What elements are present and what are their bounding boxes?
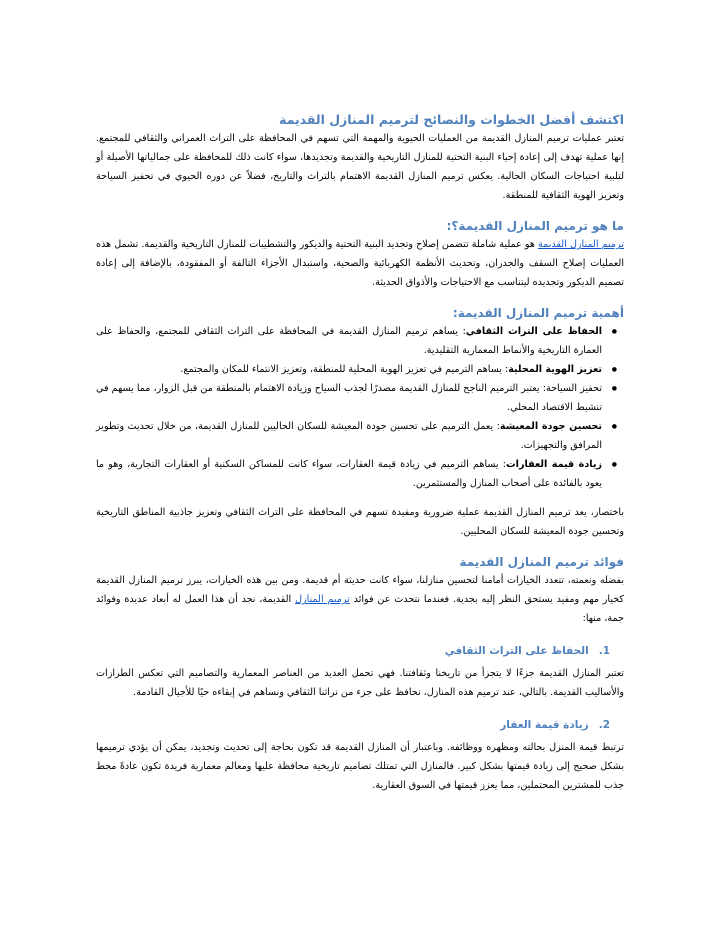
list-item-bold: زيادة قيمة العقارات [506,459,602,470]
list-item-bold: تعزيز الهوية المحلية [508,364,602,375]
importance-list [96,322,624,493]
what-text: هو عملية شاملة تتضمن إصلاح وتجديد البنية التحتية والديكور والتشطيبات للمنازل التاريخية والقديمة. تشمل هذه العمليات إصلاح السقف والجدران، وتحديث الأنظمة الكهربائية والصحية، واستبدال الأجزاء التالفة أو المفقودة، بالإضافة إلى إعادة تصميم الديكور وتجديده ليتناسب مع الاحتياجات والأذواق الحديثة. [96,239,624,288]
benefits-intro-text: بفضله ونعمته، تتعدد الخيارات أمامنا لتحسين منازلنا، سواء كانت حديثة أم قديمة. ومن بين هذه الخيارات، يبرز ترميم المنازل القديمة كخيار مهم ومفيد يستحق النظر إليه بجدية. فعندما نتحدث عن فوائد [96,575,624,605]
list-item-bold: تحسين جودة المعيشة [499,421,602,432]
list-item-text: : يساهم ترميم المنازل القديمة في المحافظة على التراث الثقافي للمجتمع، والحفاظ على العمارة التاريخية والأنماط المعمارية التقليدية. [96,326,602,356]
intro-paragraph: تعتبر عمليات ترميم المنازل القديمة من العمليات الحيوية والمهمة التي تسهم في المحافظة على التراث العمراني والثقافي للمجتمع. إنها عملية تهدف إلى إعادة إحياء البنية التحتية للمنازل التاريخية والقديمة وتجديدها، سواء كانت ذلك للمحافظة على جمالياتها الأصيلة أو لتلبية احتياجات السكان الحالية. يعكس ترميم المنازل القديمة الاهتمام بالتراث والتاريخ، فضلاً عن دوره الحيوي في تحفيز السياحة وتعزيز الهوية الثقافية للمنطقة. [96,133,624,201]
benefit-1-paragraph: تعتبر المنازل القديمة جزءًا لا يتجزأ من تاريخنا وثقافتنا. فهي تحمل العديد من العناصر المعمارية والتصاميم التي تعكس الطرازات والأساليب القديمة. بالتالي، عند ترميم هذه المنازل، نحافظ على جزء من تراثنا الثقافي ونساهم في إبقاءه حيًا للأجيال القادمة. [96,668,624,698]
heading-benefit-1 [96,644,624,658]
list-item [96,455,602,493]
page-title: اكتشف أفضل الخطوات والنصائح لترميم المنازل القديمة [279,112,624,127]
benefit-number: 2. [598,719,610,731]
list-item [96,379,602,417]
list-item-text: تحفيز السياحة: يعتبر الترميم الناجح للمنازل القديمة مصدرًا لجذب السياح وزيادة الاهتمام بالمنطقة من قبل الزوار، مما يسهم في تنشيط الاقتصاد المحلي. [96,383,602,413]
heading-benefit-2 [96,718,624,732]
heading-what-is-restoration: ما هو ترميم المنازل القديمة؟: [446,219,624,233]
benefit-title: زيادة قيمة العقار [500,719,589,731]
restoration-link-2[interactable]: ترميم المنازل [295,594,350,605]
list-item [96,322,602,360]
benefits-intro [96,571,624,628]
list-item [96,417,602,455]
summary-paragraph: باختصار، يعد ترميم المنازل القديمة عملية ضرورية ومفيدة تسهم في المحافظة على التراث الثقافي وتعزيز جاذبية المناطق التاريخية وتحسين جودة المعيشة للسكان المحليين. [96,507,624,537]
benefit-2-paragraph: ترتبط قيمة المنزل بحالته ومظهره ووظائفه. وباعتبار أن المنازل القديمة قد تكون بحاجة إلى تحديث وتجديد، يمكن أن يؤدي ترميمها بشكل صحيح إلى زيادة قيمتها بشكل كبير. فالمنازل التي تمتلك تصاميم تاريخية محافظة عليها ومعالم معمارية فريدة تكون عادةً محط جذب للمشترين المحتملين، مما يعزز قيمتها في السوق العقارية. [96,742,624,791]
benefits-intro-text-end: القديمة، نجد أن هذا العمل له أبعاد عديدة وفوائد جمة، منها: [96,594,624,624]
list-item-bold: الحفاظ على التراث الثقافي [465,326,602,337]
list-item-text: : يساهم الترميم في تعزيز الهوية المحلية للمنطقة، وتعزيز الانتماء للمكان والمجتمع. [180,364,509,375]
benefit-title: الحفاظ على التراث الثقافي [444,645,589,657]
heading-benefits: فوائد ترميم المنازل القديمة [459,555,624,569]
list-item-text: : يساهم الترميم في زيادة قيمة العقارات، سواء كانت للمساكن السكنية أو العقارات التجارية، وهو ما يعود بالفائدة على أصحاب المنازل والمستثمرين. [96,459,602,489]
list-item [96,360,602,379]
document-page [96,112,624,795]
benefit-number: 1. [598,645,610,657]
restoration-link[interactable]: ترميم المنازل القديمة [538,239,624,250]
list-item-text: : يعمل الترميم على تحسين جودة المعيشة للسكان الحاليين للمنازل القديمة، من خلال تحديث وتطوير المرافق والتجهيزات. [96,421,602,451]
heading-importance: أهمية ترميم المنازل القديمة: [452,306,624,320]
what-paragraph [96,235,624,292]
